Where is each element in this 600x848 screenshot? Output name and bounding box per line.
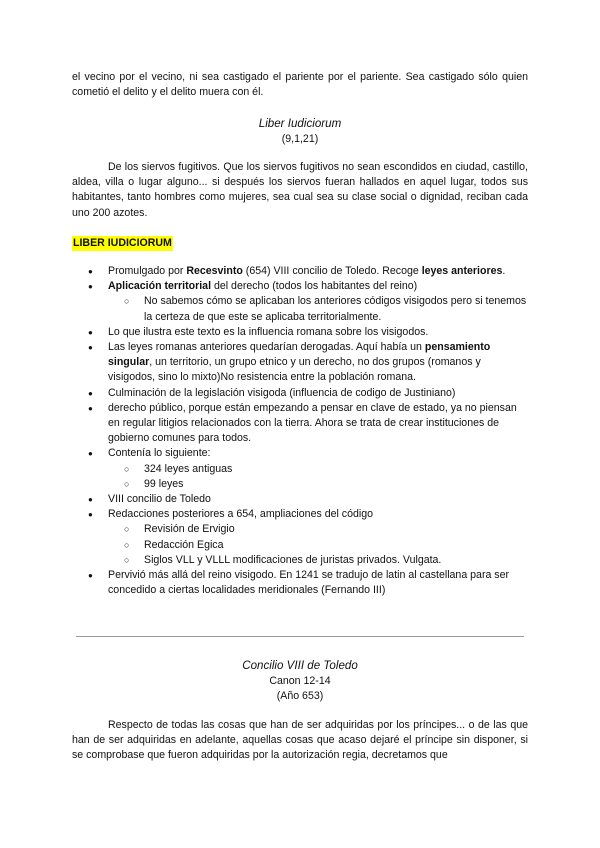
concilio-canon: Canon 12-14 (269, 675, 331, 687)
list-item: ● derecho público, porque están empezando a pensar en clave de estado, ya no piensan en regular litigios relacionados con la tierra. Ahora se trata de crear instituciones de gobierno comunes para todos. (72, 401, 528, 447)
liber-quote-paragraph: De los siervos fugitivos. Que los siervos fugitivos no sean escondidos en ciudad, castillo, aldea, villa o lugar alguno... si después los siervos fueran hallados en aquel lugar, todos sus habitantes, tanto hombres como mujeres, sea cual sea su clase social o dignidad, reciban cada uno 200 azotes. (72, 161, 528, 219)
list-item: ● VIII concilio de Toledo (72, 492, 528, 507)
sub-list-item: ○ Siglos VLL y VLLL modificaciones de juristas privados. Vulgata. (108, 553, 528, 568)
list-item: ● Aplicación territorial del derecho (todos los habitantes del reino) ○ No sabemos cómo se aplicaban los anteriores códigos visigodos pero si tenemos la certeza de que este se aplicaba territorialmente. (72, 279, 528, 325)
sub-list (108, 462, 528, 492)
sub-list (108, 294, 528, 324)
list-item: ● Pervivió más allá del reino visigodo. En 1241 se tradujo de latin al castellana para ser concedido a ciertas localidades meridionales (Fernando III) (72, 568, 528, 598)
list-item: ● Lo que ilustra este texto es la influencia romana sobre los visigodos. (72, 325, 528, 340)
sub-list-item: ○ 324 leyes antiguas (108, 462, 528, 477)
horizontal-divider (76, 636, 524, 637)
list-item: ● Promulgado por Recesvinto (654) VIII concilio de Toledo. Recoge leyes anteriores. (72, 264, 528, 279)
concilio-year: (Año 653) (276, 690, 324, 702)
concilio-paragraph: Respecto de todas las cosas que han de ser adquiridas por los príncipes... o de las que han de ser adquiridas en adelante, aquellas cosas que acaso dejaré el príncipe sin disponer, si se comprobase que fueron adquiridas por la autorización regia, decretamos que (72, 719, 528, 762)
list-item: ● Contenía lo siguiente: ○ 324 leyes antiguas ○ 99 leyes (72, 446, 528, 492)
list-item: ● Las leyes romanas anteriores quedarían derogadas. Aquí había un pensamiento singular, un territorio, un grupo etnico y un derecho, no dos grupos (romanos y visigodos, sino lo mixto)No resistencia entre la población romana. (72, 340, 528, 386)
liber-bullet-list (72, 264, 528, 598)
sub-list-item: ○ Redacción Egica (108, 538, 528, 553)
list-item: ● Redacciones posteriores a 654, ampliaciones del código ○ Revisión de Ervigio ○ Redacción Egica ○ Siglos VLL y VLLL modificaciones de juristas privados. Vulgata. (72, 507, 528, 568)
sub-list (108, 522, 528, 568)
sub-list-item: ○ No sabemos cómo se aplicaban los anteriores códigos visigodos pero si tenemos la certeza de que este se aplicaba territorialmente. (108, 294, 528, 324)
intro-paragraph: el vecino por el vecino, ni sea castigado el pariente por el pariente. Sea castigado sólo quien cometió el delito y el delito muera con él. (72, 71, 528, 99)
list-item: ● Culminación de la legislación visigoda (influencia de codigo de Justiniano) (72, 386, 528, 401)
sub-list-item: ○ Revisión de Ervigio (108, 522, 528, 537)
liber-reference: (9,1,21) (281, 133, 319, 145)
concilio-title: Concilio VIII de Toledo (242, 659, 358, 672)
section-heading: LIBER IUDICIORUM (72, 236, 173, 251)
sub-list-item: ○ 99 leyes (108, 477, 528, 492)
liber-title: Liber Iudiciorum (258, 117, 342, 130)
